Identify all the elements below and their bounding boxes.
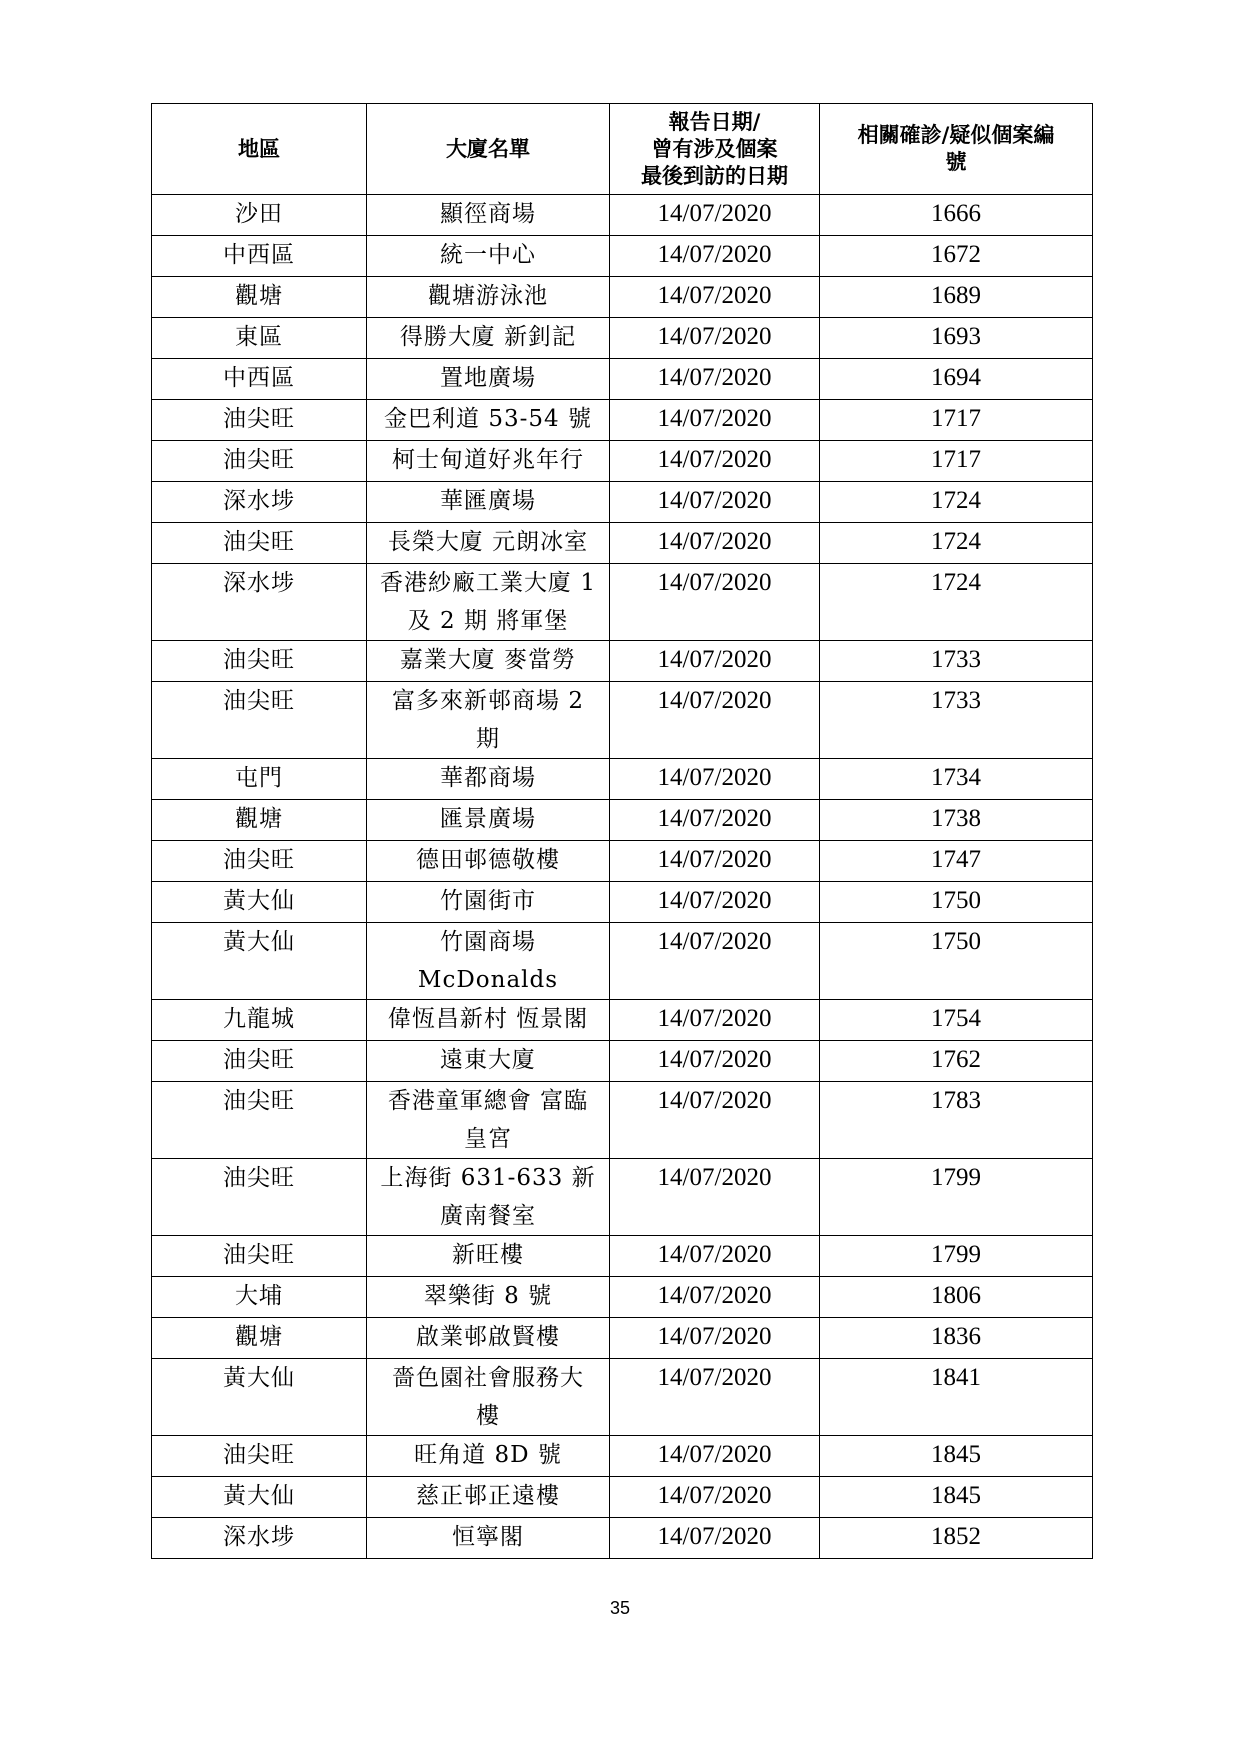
building-cell: 柯士甸道好兆年行 bbox=[367, 441, 610, 482]
date-cell: 14/07/2020 bbox=[610, 523, 820, 564]
table-row bbox=[152, 882, 1093, 923]
date-cell: 14/07/2020 bbox=[610, 359, 820, 400]
case-number-cell: 1845 bbox=[820, 1477, 1093, 1518]
case-number-cell: 1750 bbox=[820, 882, 1093, 923]
table-row bbox=[152, 1277, 1093, 1318]
table-row bbox=[152, 800, 1093, 841]
district-cell: 油尖旺 bbox=[152, 1041, 367, 1082]
district-cell: 黃大仙 bbox=[152, 1477, 367, 1518]
table-row bbox=[152, 236, 1093, 277]
building-cell: 得勝大廈 新釗記 bbox=[367, 318, 610, 359]
case-number-cell: 1762 bbox=[820, 1041, 1093, 1082]
building-cell: 華匯廣場 bbox=[367, 482, 610, 523]
date-cell: 14/07/2020 bbox=[610, 1277, 820, 1318]
district-cell: 油尖旺 bbox=[152, 400, 367, 441]
district-cell: 九龍城 bbox=[152, 1000, 367, 1041]
district-cell: 油尖旺 bbox=[152, 1436, 367, 1477]
header-district: 地區 bbox=[152, 104, 367, 195]
table-body bbox=[152, 195, 1093, 1559]
table-row bbox=[152, 318, 1093, 359]
building-cell: 恒寧閣 bbox=[367, 1518, 610, 1559]
district-cell: 東區 bbox=[152, 318, 367, 359]
date-cell: 14/07/2020 bbox=[610, 1318, 820, 1359]
date-cell: 14/07/2020 bbox=[610, 1041, 820, 1082]
header-case-number: 相關確診/疑似個案編 號 bbox=[820, 104, 1093, 195]
date-cell: 14/07/2020 bbox=[610, 1518, 820, 1559]
case-number-cell: 1694 bbox=[820, 359, 1093, 400]
table-row bbox=[152, 1518, 1093, 1559]
district-cell: 油尖旺 bbox=[152, 441, 367, 482]
building-cell: 嗇色園社會服務大 樓 bbox=[367, 1359, 610, 1436]
date-cell: 14/07/2020 bbox=[610, 195, 820, 236]
date-cell: 14/07/2020 bbox=[610, 1436, 820, 1477]
building-cell: 香港紗廠工業大廈 1 及 2 期 將軍堡 bbox=[367, 564, 610, 641]
table-row bbox=[152, 195, 1093, 236]
district-cell: 深水埗 bbox=[152, 482, 367, 523]
district-cell: 大埔 bbox=[152, 1277, 367, 1318]
table-row bbox=[152, 400, 1093, 441]
date-cell: 14/07/2020 bbox=[610, 482, 820, 523]
building-cell: 匯景廣場 bbox=[367, 800, 610, 841]
table-row bbox=[152, 923, 1093, 1000]
date-cell: 14/07/2020 bbox=[610, 1159, 820, 1236]
building-cell: 金巴利道 53-54 號 bbox=[367, 400, 610, 441]
date-cell: 14/07/2020 bbox=[610, 1477, 820, 1518]
date-cell: 14/07/2020 bbox=[610, 400, 820, 441]
case-number-cell: 1689 bbox=[820, 277, 1093, 318]
district-cell: 油尖旺 bbox=[152, 682, 367, 759]
case-number-cell: 1738 bbox=[820, 800, 1093, 841]
building-cell: 竹園商場 McDonalds bbox=[367, 923, 610, 1000]
building-cell: 新旺樓 bbox=[367, 1236, 610, 1277]
table-row bbox=[152, 682, 1093, 759]
building-cell: 長榮大廈 元朗冰室 bbox=[367, 523, 610, 564]
date-cell: 14/07/2020 bbox=[610, 441, 820, 482]
district-cell: 油尖旺 bbox=[152, 1082, 367, 1159]
date-cell: 14/07/2020 bbox=[610, 641, 820, 682]
case-number-cell: 1672 bbox=[820, 236, 1093, 277]
building-cell: 華都商場 bbox=[367, 759, 610, 800]
building-cell: 觀塘游泳池 bbox=[367, 277, 610, 318]
case-number-cell: 1717 bbox=[820, 441, 1093, 482]
date-cell: 14/07/2020 bbox=[610, 1082, 820, 1159]
building-cell: 統一中心 bbox=[367, 236, 610, 277]
district-cell: 黃大仙 bbox=[152, 1359, 367, 1436]
building-cell: 德田邨德敬樓 bbox=[367, 841, 610, 882]
district-cell: 油尖旺 bbox=[152, 841, 367, 882]
building-cell: 香港童軍總會 富臨 皇宮 bbox=[367, 1082, 610, 1159]
district-cell: 屯門 bbox=[152, 759, 367, 800]
district-cell: 深水埗 bbox=[152, 1518, 367, 1559]
case-number-cell: 1799 bbox=[820, 1236, 1093, 1277]
date-cell: 14/07/2020 bbox=[610, 841, 820, 882]
case-number-cell: 1783 bbox=[820, 1082, 1093, 1159]
table-row bbox=[152, 277, 1093, 318]
case-number-cell: 1747 bbox=[820, 841, 1093, 882]
district-cell: 觀塘 bbox=[152, 277, 367, 318]
building-cell: 顯徑商場 bbox=[367, 195, 610, 236]
district-cell: 中西區 bbox=[152, 359, 367, 400]
table-row bbox=[152, 1359, 1093, 1436]
buildings-table bbox=[151, 103, 1093, 1559]
table-row bbox=[152, 441, 1093, 482]
table-row bbox=[152, 1318, 1093, 1359]
case-number-cell: 1754 bbox=[820, 1000, 1093, 1041]
date-cell: 14/07/2020 bbox=[610, 923, 820, 1000]
table-row bbox=[152, 523, 1093, 564]
date-cell: 14/07/2020 bbox=[610, 1359, 820, 1436]
building-cell: 置地廣場 bbox=[367, 359, 610, 400]
case-number-cell: 1841 bbox=[820, 1359, 1093, 1436]
date-cell: 14/07/2020 bbox=[610, 1236, 820, 1277]
date-cell: 14/07/2020 bbox=[610, 318, 820, 359]
district-cell: 油尖旺 bbox=[152, 523, 367, 564]
case-number-cell: 1750 bbox=[820, 923, 1093, 1000]
date-cell: 14/07/2020 bbox=[610, 882, 820, 923]
district-cell: 油尖旺 bbox=[152, 641, 367, 682]
table-row bbox=[152, 1236, 1093, 1277]
date-cell: 14/07/2020 bbox=[610, 236, 820, 277]
case-number-cell: 1836 bbox=[820, 1318, 1093, 1359]
table-row bbox=[152, 1041, 1093, 1082]
case-number-cell: 1693 bbox=[820, 318, 1093, 359]
table-header-row bbox=[152, 104, 1093, 195]
table-row bbox=[152, 359, 1093, 400]
district-cell: 油尖旺 bbox=[152, 1159, 367, 1236]
building-cell: 竹園街市 bbox=[367, 882, 610, 923]
table-row bbox=[152, 841, 1093, 882]
case-number-cell: 1733 bbox=[820, 641, 1093, 682]
date-cell: 14/07/2020 bbox=[610, 682, 820, 759]
building-cell: 遠東大廈 bbox=[367, 1041, 610, 1082]
district-cell: 中西區 bbox=[152, 236, 367, 277]
building-cell: 偉恆昌新村 恆景閣 bbox=[367, 1000, 610, 1041]
date-cell: 14/07/2020 bbox=[610, 564, 820, 641]
district-cell: 黃大仙 bbox=[152, 923, 367, 1000]
building-cell: 旺角道 8D 號 bbox=[367, 1436, 610, 1477]
case-number-cell: 1724 bbox=[820, 564, 1093, 641]
table-row bbox=[152, 1082, 1093, 1159]
table-row bbox=[152, 1436, 1093, 1477]
district-cell: 觀塘 bbox=[152, 1318, 367, 1359]
case-number-cell: 1733 bbox=[820, 682, 1093, 759]
table-row bbox=[152, 1000, 1093, 1041]
date-cell: 14/07/2020 bbox=[610, 1000, 820, 1041]
table-row bbox=[152, 759, 1093, 800]
table-row bbox=[152, 1477, 1093, 1518]
table-row bbox=[152, 641, 1093, 682]
case-number-cell: 1724 bbox=[820, 523, 1093, 564]
case-number-cell: 1717 bbox=[820, 400, 1093, 441]
table-row bbox=[152, 1159, 1093, 1236]
district-cell: 油尖旺 bbox=[152, 1236, 367, 1277]
district-cell: 黃大仙 bbox=[152, 882, 367, 923]
page-number: 35 bbox=[609, 1598, 631, 1618]
building-cell: 上海街 631-633 新 廣南餐室 bbox=[367, 1159, 610, 1236]
date-cell: 14/07/2020 bbox=[610, 800, 820, 841]
building-cell: 翠樂街 8 號 bbox=[367, 1277, 610, 1318]
date-cell: 14/07/2020 bbox=[610, 277, 820, 318]
case-number-cell: 1724 bbox=[820, 482, 1093, 523]
case-number-cell: 1852 bbox=[820, 1518, 1093, 1559]
case-number-cell: 1799 bbox=[820, 1159, 1093, 1236]
building-cell: 慈正邨正遠樓 bbox=[367, 1477, 610, 1518]
case-number-cell: 1806 bbox=[820, 1277, 1093, 1318]
case-number-cell: 1845 bbox=[820, 1436, 1093, 1477]
case-number-cell: 1666 bbox=[820, 195, 1093, 236]
case-number-cell: 1734 bbox=[820, 759, 1093, 800]
date-cell: 14/07/2020 bbox=[610, 759, 820, 800]
header-building: 大廈名單 bbox=[367, 104, 610, 195]
table-row bbox=[152, 564, 1093, 641]
building-cell: 啟業邨啟賢樓 bbox=[367, 1318, 610, 1359]
district-cell: 觀塘 bbox=[152, 800, 367, 841]
district-cell: 沙田 bbox=[152, 195, 367, 236]
header-date: 報告日期/ 曾有涉及個案 最後到訪的日期 bbox=[610, 104, 820, 195]
building-cell: 嘉業大廈 麥當勞 bbox=[367, 641, 610, 682]
district-cell: 深水埗 bbox=[152, 564, 367, 641]
table-row bbox=[152, 482, 1093, 523]
building-cell: 富多來新邨商場 2 期 bbox=[367, 682, 610, 759]
